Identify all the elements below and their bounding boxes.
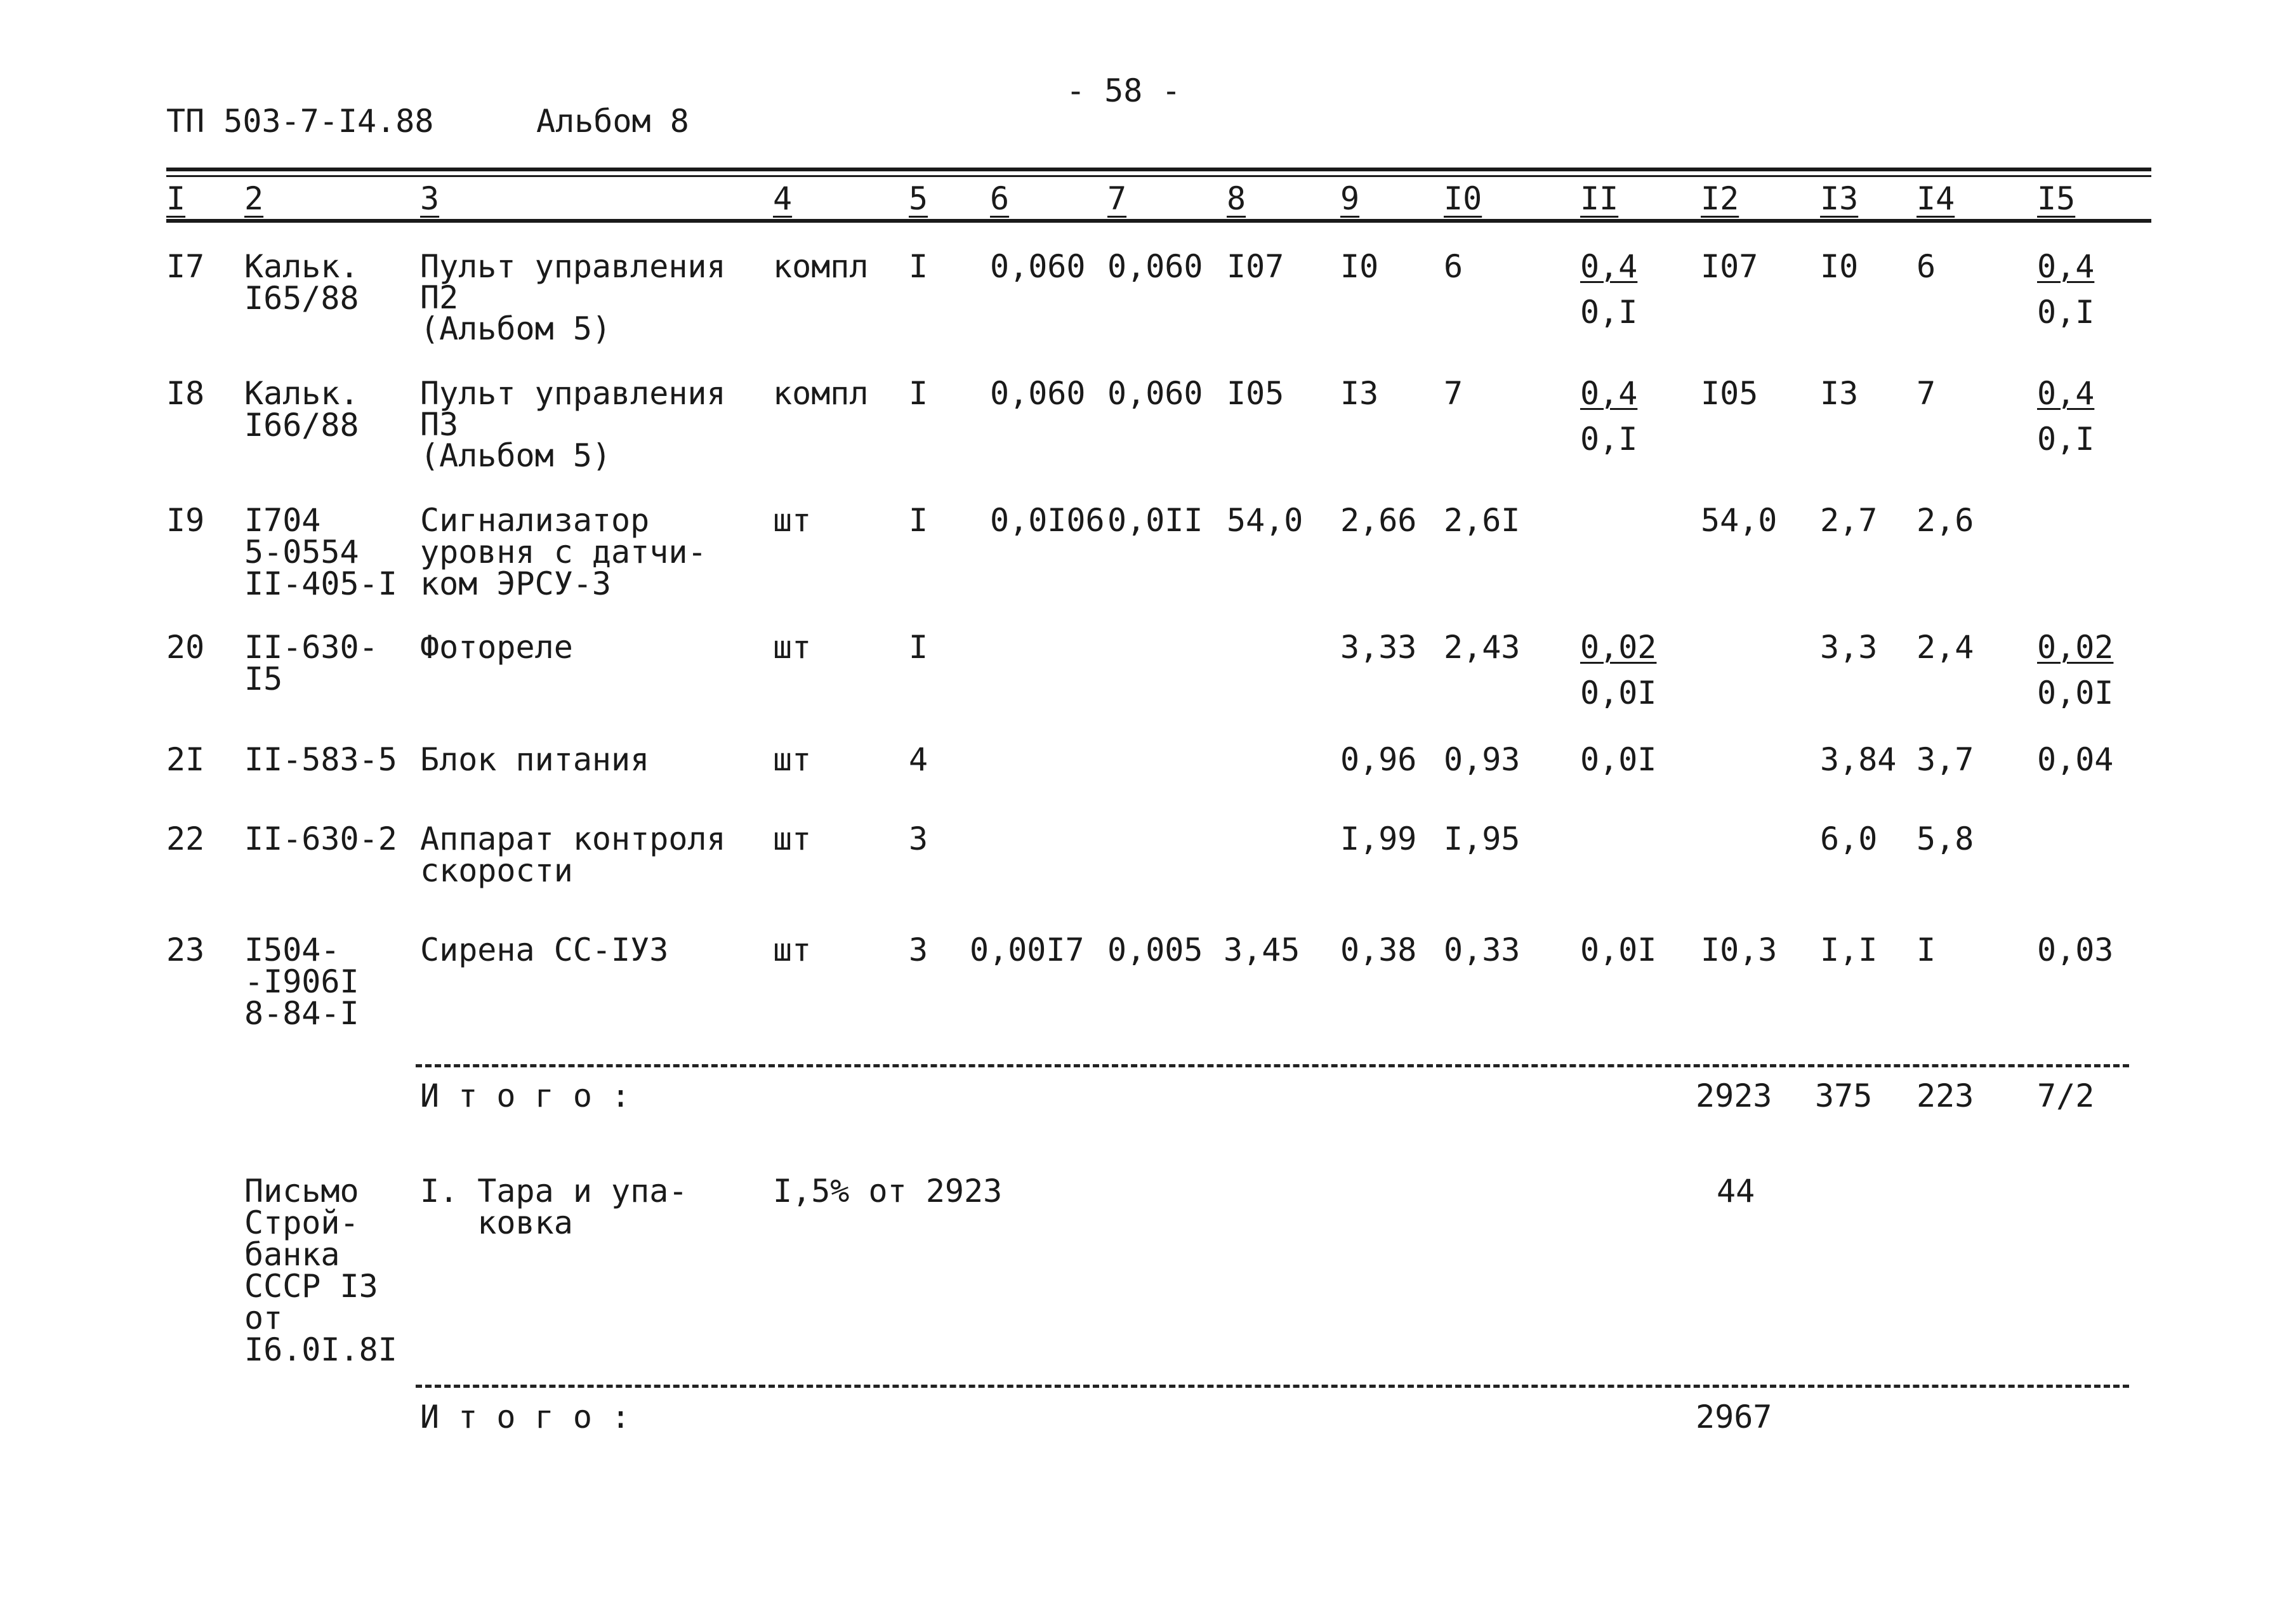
row-col-13: 2,7	[1820, 502, 1878, 539]
row-code: II-630- I5	[244, 629, 378, 697]
row-unit: компл	[773, 248, 869, 285]
row-col-9: 2,66	[1340, 502, 1417, 539]
row-col-9: 0,96	[1340, 741, 1417, 778]
row-code: II-630-2	[244, 820, 397, 857]
dashed-separator	[416, 1064, 2129, 1067]
row-number: 2I	[166, 741, 205, 778]
row-number: 22	[166, 820, 205, 857]
grand-total-col-12: 2967	[1696, 1399, 1772, 1435]
row-col-11-fraction: $\frac{0,02}{0,0I}$	[1580, 629, 1657, 711]
row-name: Блок питания	[420, 741, 650, 778]
row-number: I7	[166, 248, 205, 285]
row-unit: шт	[773, 820, 812, 857]
row-col-9: 0,38	[1340, 932, 1417, 968]
row-col-8: I05	[1227, 375, 1284, 412]
row-col-7: 0,0II	[1107, 502, 1203, 539]
row-code: I704 5-0554 II-405-I	[244, 502, 397, 602]
row-unit: шт	[773, 932, 812, 968]
row-col-9: I0	[1340, 248, 1379, 285]
row-col-13: 3,3	[1820, 629, 1878, 666]
row-col-13: I,I	[1820, 932, 1878, 968]
column-header-8: 8	[1227, 180, 1246, 217]
row-col-14: 3,7	[1917, 741, 1974, 778]
row-quantity: 4	[909, 741, 928, 778]
row-col-13: I0	[1820, 248, 1859, 285]
row-col-13: I3	[1820, 375, 1859, 412]
column-header-2: 2	[244, 180, 264, 217]
row-code: Кальк. I65/88	[244, 248, 359, 317]
row-col-7: 0,060	[1107, 375, 1203, 412]
row-number: 23	[166, 932, 205, 968]
row-col-9: I,99	[1340, 820, 1417, 857]
column-header-14: I4	[1917, 180, 1955, 217]
column-header-10: I0	[1444, 180, 1482, 217]
grand-total-label: И т о г о :	[420, 1399, 631, 1435]
total-col-12: 2923	[1696, 1077, 1772, 1114]
row-col-10: 0,33	[1444, 932, 1521, 968]
row-col-15: 0,04	[2037, 741, 2114, 778]
row-code: I504- -I906I 8-84-I	[244, 932, 359, 1032]
page-number: - 58 -	[1066, 72, 1181, 109]
column-header-11: II	[1580, 180, 1619, 217]
row-col-10: 2,6I	[1444, 502, 1521, 539]
row-col-8: 3,45	[1224, 932, 1300, 968]
row-col-9: 3,33	[1340, 629, 1417, 666]
row-col-15-fraction: $\frac{0,4}{0,I}$	[2037, 375, 2095, 458]
row-col-12: 54,0	[1701, 502, 1778, 539]
row-quantity: I	[909, 375, 928, 412]
packing-source: Письмо Строй- банка СССР I3 от I6.0I.8I	[244, 1173, 397, 1368]
total-col-15: 7/2	[2037, 1077, 2095, 1114]
row-col-14: I	[1917, 932, 1936, 968]
dashed-separator	[416, 1385, 2129, 1388]
column-header-6: 6	[990, 180, 1010, 217]
row-quantity: 3	[909, 932, 928, 968]
column-header-13: I3	[1820, 180, 1859, 217]
table-top-rule	[166, 168, 2151, 171]
column-header-15: I5	[2037, 180, 2076, 217]
row-col-11-fraction: $\frac{0,4}{0,I}$	[1580, 375, 1638, 458]
row-col-14: 7	[1917, 375, 1936, 412]
row-col-6: 0,060	[990, 248, 1086, 285]
row-code: Кальк. I66/88	[244, 375, 359, 444]
row-col-14: 6	[1917, 248, 1936, 285]
table-header-rule	[166, 219, 2151, 223]
row-col-10: 2,43	[1444, 629, 1521, 666]
row-col-14: 2,6	[1917, 502, 1974, 539]
column-header-9: 9	[1340, 180, 1360, 217]
row-col-8: I07	[1227, 248, 1284, 285]
row-col-6: 0,0I06	[990, 502, 1105, 539]
row-unit: компл	[773, 375, 869, 412]
row-col-11-fraction: $\frac{0,4}{0,I}$	[1580, 248, 1638, 331]
column-header-7: 7	[1107, 180, 1127, 217]
column-header-3: 3	[420, 180, 440, 217]
row-col-12: I05	[1701, 375, 1758, 412]
row-name: Фотореле	[420, 629, 573, 666]
row-col-10: 6	[1444, 248, 1463, 285]
column-header-4: 4	[773, 180, 793, 217]
row-quantity: 3	[909, 820, 928, 857]
row-name: Сигнализатор уровня с датчи- ком ЭРСУ-3	[420, 502, 707, 602]
row-col-14: 2,4	[1917, 629, 1974, 666]
row-col-7: 0,060	[1107, 248, 1203, 285]
row-col-12: I0,3	[1701, 932, 1778, 968]
row-col-14: 5,8	[1917, 820, 1974, 857]
row-col-10: 0,93	[1444, 741, 1521, 778]
row-col-15-fraction: $\frac{0,4}{0,I}$	[2037, 248, 2095, 331]
row-col-12: I07	[1701, 248, 1758, 285]
row-col-11: 0,0I	[1580, 741, 1657, 778]
row-name: Пульт управления П2 (Альбом 5)	[420, 248, 726, 347]
row-col-10: 7	[1444, 375, 1463, 412]
table-top-rule-thin	[166, 175, 2151, 177]
album-label: Альбом 8	[536, 103, 689, 140]
row-unit: шт	[773, 502, 812, 539]
row-col-6: 0,060	[990, 375, 1086, 412]
total-col-13: 375	[1815, 1077, 1873, 1114]
row-col-13: 6,0	[1820, 820, 1878, 857]
row-name: Сирена СС-IУ3	[420, 932, 669, 968]
row-unit: шт	[773, 741, 812, 778]
packing-basis: I,5% от 2923	[773, 1173, 1003, 1209]
row-name: Аппарат контроля скорости	[420, 820, 726, 889]
packing-col-12: 44	[1717, 1173, 1755, 1209]
row-unit: шт	[773, 629, 812, 666]
row-name: Пульт управления П3 (Альбом 5)	[420, 375, 726, 474]
row-quantity: I	[909, 248, 928, 285]
row-col-9: I3	[1340, 375, 1379, 412]
row-number: 20	[166, 629, 205, 666]
row-quantity: I	[909, 629, 928, 666]
row-code: II-583-5	[244, 741, 397, 778]
row-number: I9	[166, 502, 205, 539]
column-header-1: I	[166, 180, 186, 217]
packing-name: I. Тара и упа- ковка	[420, 1173, 688, 1241]
row-col-10: I,95	[1444, 820, 1521, 857]
row-col-6: 0,00I7	[970, 932, 1085, 968]
row-col-11: 0,0I	[1580, 932, 1657, 968]
total-label: И т о г о :	[420, 1077, 631, 1114]
row-number: I8	[166, 375, 205, 412]
row-col-7: 0,005	[1107, 932, 1203, 968]
row-col-15: 0,03	[2037, 932, 2114, 968]
column-header-5: 5	[909, 180, 928, 217]
total-col-14: 223	[1917, 1077, 1974, 1114]
column-header-12: I2	[1701, 180, 1739, 217]
row-col-15-fraction: $\frac{0,02}{0,0I}$	[2037, 629, 2114, 711]
row-col-13: 3,84	[1820, 741, 1897, 778]
document-code: ТП 503-7-I4.88	[166, 103, 434, 140]
row-quantity: I	[909, 502, 928, 539]
row-col-8: 54,0	[1227, 502, 1303, 539]
